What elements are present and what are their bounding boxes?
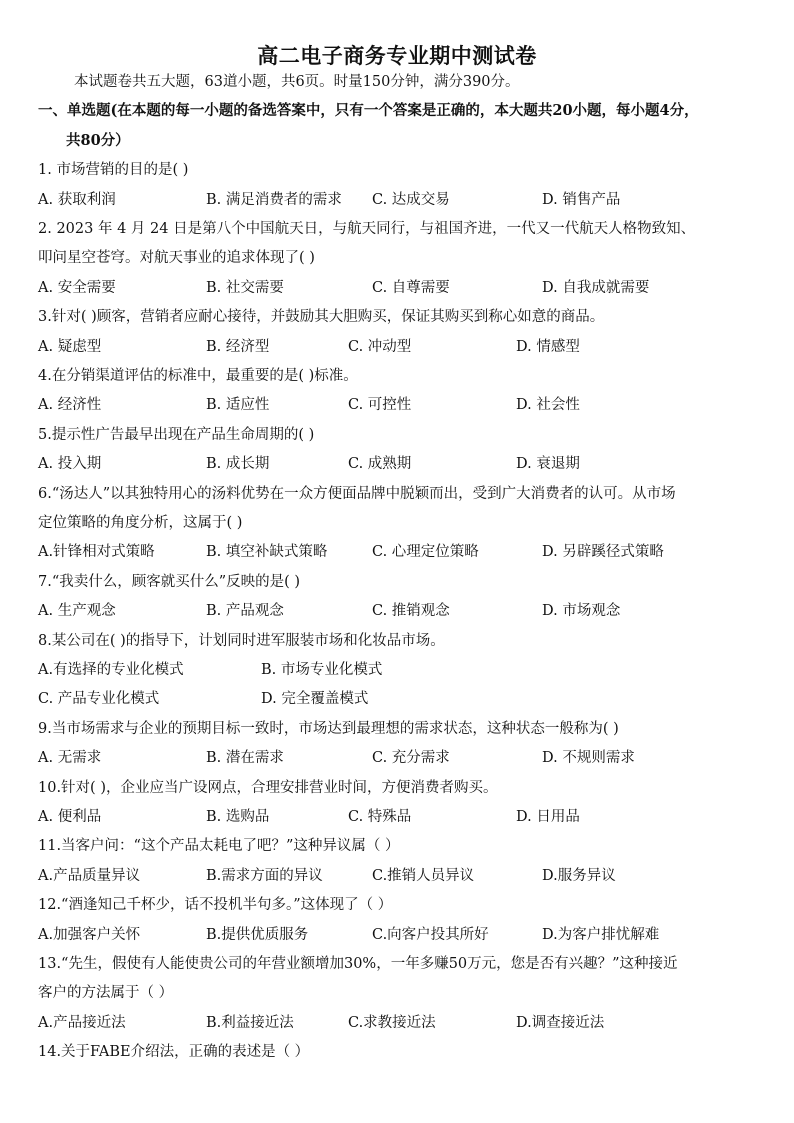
answer-option[interactable]: C. 可控性 — [348, 397, 412, 414]
answer-option[interactable]: B. 产品观念 — [206, 603, 284, 620]
answer-option[interactable]: B. 社交需要 — [206, 279, 284, 296]
answer-option[interactable]: A. 疑虑型 — [38, 338, 102, 355]
answer-option[interactable]: C.求教接近法 — [348, 1014, 436, 1031]
answer-option[interactable]: A. 生产观念 — [38, 603, 116, 620]
answer-option[interactable]: A.针锋相对式策略 — [38, 544, 155, 561]
question-stem: 14.关于FABE介绍法，正确的表述是（ ） — [38, 1044, 310, 1061]
answer-option[interactable]: D.调查接近法 — [516, 1014, 605, 1031]
answer-option[interactable]: D. 不规则需求 — [542, 750, 635, 767]
answer-option[interactable]: B. 经济型 — [206, 338, 270, 355]
answer-option[interactable]: A. 获取利润 — [38, 191, 116, 208]
answer-option[interactable]: D. 自我成就需要 — [542, 279, 650, 296]
answer-option[interactable]: B.需求方面的异议 — [206, 867, 323, 884]
answer-option[interactable]: D. 日用品 — [516, 809, 580, 825]
answer-option[interactable]: D.服务异议 — [542, 867, 616, 884]
answer-option[interactable]: B. 适应性 — [206, 397, 270, 414]
answer-option[interactable]: A. 投入期 — [38, 456, 102, 473]
answer-option[interactable]: C. 自尊需要 — [372, 279, 450, 296]
answer-option[interactable]: C. 冲动型 — [348, 338, 412, 355]
answer-option[interactable]: B. 填空补缺式策略 — [206, 544, 328, 561]
answer-option[interactable]: B.提供优质服务 — [206, 926, 309, 943]
question-stem: 1. 市场营销的目的是( ) — [38, 162, 189, 179]
question-stem: 叩问星空苍穹。对航天事业的追求体现了( ) — [38, 250, 315, 267]
answer-option[interactable]: A. 便利品 — [38, 809, 102, 825]
question-stem: 定位策略的角度分析，这属于( ) — [38, 515, 243, 531]
question-stem: 5.提示性广告最早出现在产品生命周期的( ) — [38, 426, 315, 443]
answer-option[interactable]: B. 市场专业化模式 — [261, 662, 383, 678]
answer-option[interactable]: A.有选择的专业化模式 — [38, 662, 184, 678]
answer-option[interactable]: D. 销售产品 — [542, 191, 621, 208]
answer-option[interactable]: D. 另辟蹊径式策略 — [542, 544, 664, 561]
question-stem: 13.“先生，假使有人能使贵公司的年营业额增加30%，一年多赚50万元，您是否有兴趣？”这种接近 — [38, 956, 678, 972]
answer-option[interactable]: D. 衰退期 — [516, 456, 580, 473]
question-stem: 8.某公司在( )的指导下，计划同时进军服装市场和化妆品市场。 — [38, 632, 445, 649]
answer-option[interactable]: C. 充分需求 — [372, 750, 450, 767]
answer-option[interactable]: C. 心理定位策略 — [372, 544, 479, 561]
section-heading-cont: 共80分） — [66, 131, 130, 149]
answer-option[interactable]: C.向客户投其所好 — [372, 926, 489, 943]
answer-option[interactable]: C. 成熟期 — [348, 456, 412, 473]
answer-option[interactable]: C. 达成交易 — [372, 191, 450, 208]
exam-intro: 本试题卷共五大题，63道小题，共6页。时量150分钟，满分390分。 — [74, 74, 520, 90]
answer-option[interactable]: D. 市场观念 — [542, 603, 621, 620]
question-stem: 7.“我卖什么，顾客就买什么”反映的是( ) — [38, 573, 301, 590]
answer-option[interactable]: D. 社会性 — [516, 397, 580, 414]
answer-option[interactable]: B. 成长期 — [206, 456, 270, 473]
question-stem: 4.在分销渠道评估的标准中，最重要的是( )标准。 — [38, 368, 358, 384]
question-stem: 12.“酒逢知己千杯少，话不投机半句多。”这体现了（ ） — [38, 897, 393, 914]
question-stem: 10.针对( )，企业应当广设网点，合理安排营业时间，方便消费者购买。 — [38, 779, 498, 796]
answer-option[interactable]: B. 满足消费者的需求 — [206, 191, 342, 208]
answer-option[interactable]: A.产品质量异议 — [38, 867, 141, 884]
answer-option[interactable]: A. 安全需要 — [38, 279, 116, 296]
answer-option[interactable]: D.为客户排忧解难 — [542, 926, 660, 943]
answer-option[interactable]: B.利益接近法 — [206, 1014, 294, 1031]
answer-option[interactable]: C. 产品专业化模式 — [38, 691, 160, 708]
section-heading: 一、单选题(在本题的每一小题的备选答案中，只有一个答案是正确的，本大题共20小题，每小题4分， — [38, 102, 699, 120]
answer-option[interactable]: A.加强客户关怀 — [38, 926, 141, 943]
answer-option[interactable]: B. 选购品 — [206, 809, 270, 825]
question-stem: 3.针对( )顾客，营销者应耐心接待，并鼓励其大胆购买，保证其购买到称心如意的商品。 — [38, 309, 605, 326]
question-stem: 6.“汤达人”以其独特用心的汤料优势在一众方便面品牌中脱颖而出，受到广大消费者的认可。从市场 — [38, 485, 676, 502]
answer-option[interactable]: A.产品接近法 — [38, 1014, 126, 1031]
answer-option[interactable]: C.推销人员异议 — [372, 867, 475, 884]
answer-option[interactable]: C. 特殊品 — [348, 809, 412, 825]
answer-option[interactable]: D. 情感型 — [516, 338, 580, 355]
answer-option[interactable]: A. 经济性 — [38, 397, 102, 414]
question-stem: 2. 2023 年 4 月 24 日是第八个中国航天日，与航天同行，与祖国齐进，一代又一代航天人格物致知、 — [38, 221, 696, 237]
answer-option[interactable]: D. 完全覆盖模式 — [261, 691, 369, 708]
question-stem: 客户的方法属于（ ） — [38, 985, 174, 1002]
answer-option[interactable]: C. 推销观念 — [372, 603, 450, 620]
question-stem: 11.当客户问：“这个产品太耗电了吧？”这种异议属（ ） — [38, 838, 400, 855]
answer-option[interactable]: B. 潜在需求 — [206, 750, 284, 767]
page-title: 高二电子商务专业期中测试卷 — [257, 44, 537, 68]
question-stem: 9.当市场需求与企业的预期目标一致时，市场达到最理想的需求状态，这种状态一般称为( ) — [38, 720, 619, 737]
answer-option[interactable]: A. 无需求 — [38, 750, 102, 767]
